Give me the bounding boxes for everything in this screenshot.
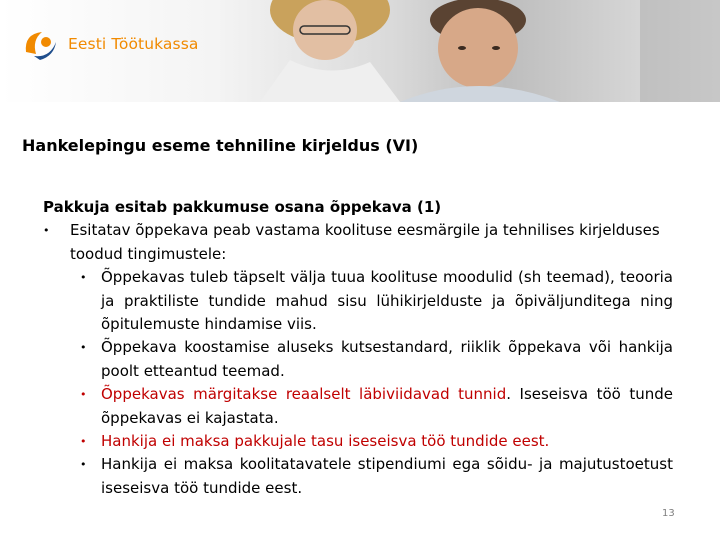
bullet-icon: •	[80, 271, 87, 285]
bullet-icon: •	[80, 458, 87, 472]
bullet-icon: •	[80, 435, 87, 449]
list-item	[80, 383, 673, 430]
list-item	[80, 430, 673, 453]
bullet-text: Õppekavas tuleb täpselt välja tuua koolituse moodulid (sh teemad), teooria ja praktiliste tundide mahud sisu lühikirjelduste ja õpiväljunditega ning õpitulemuste hindamise viis.	[101, 268, 673, 334]
list-item	[80, 266, 673, 336]
list-item	[80, 453, 673, 500]
bullet-icon: •	[80, 341, 87, 355]
slide-content	[43, 196, 673, 500]
logo-mark-icon	[20, 24, 62, 64]
bullet-icon: •	[80, 388, 87, 402]
bullet-text: Esitatav õppekava peab vastama koolituse eesmärgile ja tehnilises kirjelduses toodud tingimustele:	[70, 221, 660, 263]
bullet-text: Hankija ei maksa koolitatavatele stipendiumi ega sõidu- ja majutustoetust iseseisva töö tundide eest.	[101, 455, 673, 497]
subheading: Pakkuja esitab pakkumuse osana õppekava (1)	[43, 198, 442, 216]
bullet-text-highlight: Hankija ei maksa pakkujale tasu iseseisva töö tundide eest.	[101, 432, 550, 451]
page-number: 13	[662, 508, 675, 519]
logo-text: Eesti Töötukassa	[68, 35, 199, 53]
bullet-text-highlight: Õppekavas märgitakse reaalselt läbiviidavad tunnid	[101, 385, 507, 404]
list-item	[43, 219, 673, 266]
logo	[20, 24, 198, 64]
bullet-text: Õppekava koostamise aluseks kutsestandard, riiklik õppekava või hankija poolt etteantud teemad.	[101, 338, 673, 380]
bullet-text: . Iseseisva töö tunde õppekavas ei kajastata.	[101, 385, 674, 427]
slide-title: Hankelepingu eseme tehniline kirjeldus (VI)	[22, 136, 419, 155]
header-banner	[0, 0, 720, 102]
bullet-icon: •	[43, 224, 50, 238]
list-item	[80, 336, 673, 383]
